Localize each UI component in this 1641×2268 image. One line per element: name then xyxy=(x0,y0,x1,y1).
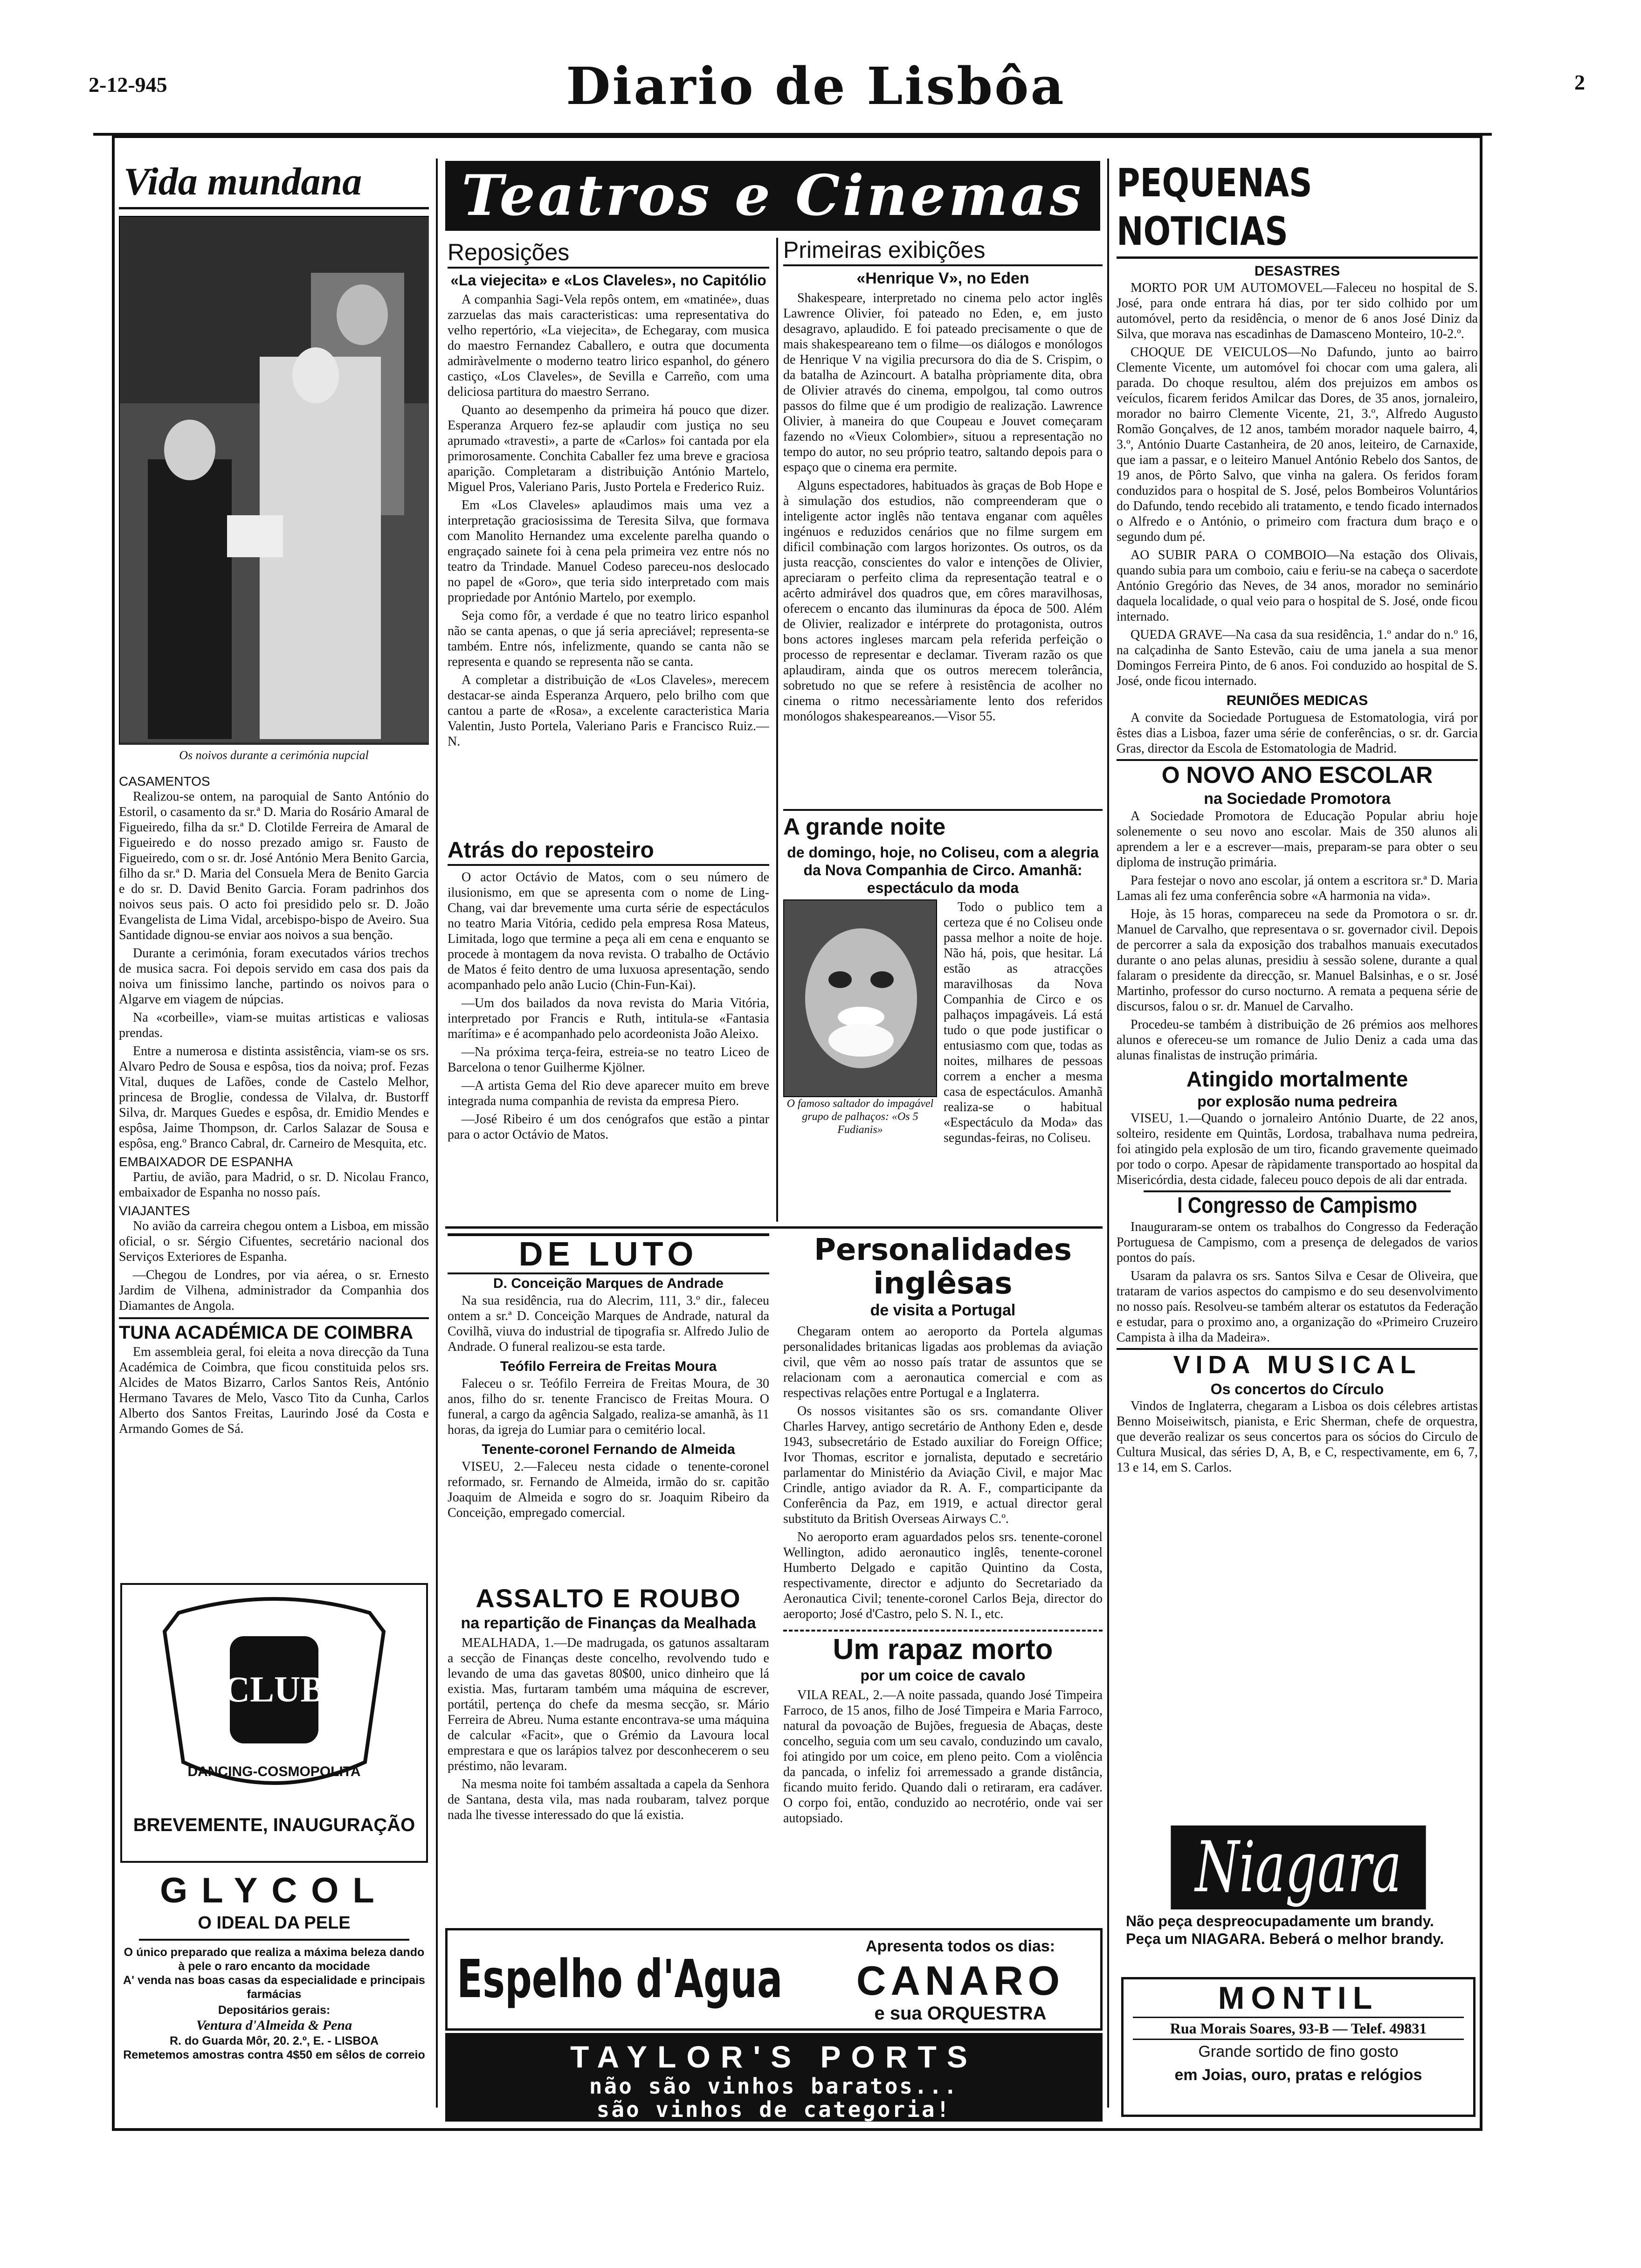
glycol-text: A' venda nas boas casas da especialidade e principais farmácias xyxy=(123,1974,425,2001)
article-paragraph: Usaram da palavra os srs. Santos Silva e Cesar de Oliveira, que trataram de varios aspectos do campismo e do seu desenvolvimento no nosso país. Resolveu-se também alterar os estatutos da Federação e estudar, para o proximo ano, a organização do «Primeiro Cruzeiro Campista à ilha da Madeira». xyxy=(1117,1269,1478,1345)
clown-photo xyxy=(783,899,937,1097)
glycol-text: Remetemos amostras contra 4$50 em sêlos de correio xyxy=(123,2048,425,2061)
article-paragraph: QUEDA GRAVE—Na casa da sua residência, 1.º andar do n.º 16, na calçadinha de Santo Estevão, caiu de uma janela a sua menor Domingos Ferreira Pinto, de 6 anos. Foi conduzido ao hospital de S. José, onde ficou internado. xyxy=(1117,628,1478,688)
article-paragraph: Shakespeare, interpretado no cinema pelo actor inglês Lawrence Olivier, foi pateado no Eden, e, em justo desagravo, aplaudido. E foi pateado precisamente o que de mais shakespeareano tem o filme—os diálogos e monólogos de Henrique V na vigilia precursora do dia de S. Crispim, o da batalha de Azincourt. A batalha pròpriamente dita, obra de Olivier através do cinema, empolgou, tal como outros passos do filme que é um prodigio de realização. Lawrence Olivier, à maneira do que Coupeau e Jouvet começaram fazendo no «Vieux Colombier», situou a representação no tempo do autor, no seu próprio teatro, saltando depois para o espaço que o cinema era permite. xyxy=(783,291,1103,475)
reposicoes-article xyxy=(448,238,769,830)
pequenas-column xyxy=(1117,159,1478,1814)
glycol-text: O único preparado que realiza a máxima beleza dando à pele o raro encanto da mocidade xyxy=(124,1946,425,1973)
desastres-heading: DESASTRES xyxy=(1254,263,1340,279)
issue-date: 2-12-945 xyxy=(89,73,167,97)
escolar-subheading: na Sociedade Promotora xyxy=(1204,790,1391,808)
personalidades-article xyxy=(783,1233,1103,1625)
article-paragraph: —José Ribeiro é um dos cenógrafos que estão a pintar para o actor Octávio de Matos. xyxy=(448,1112,769,1142)
article-paragraph: VILA REAL, 2.—A noite passada, quando José Timpeira Farroco, de 15 anos, filho de José Timpeira e Maria Farroco, natural da povoação de Bujões, freguesia de Abaças, deste concelho, seguia com um seu cavalo, conduzindo um cavalo, foi atingido por um coice, em pleno peito. Com a violência da pancada, o infeliz foi arremessado a grande distância, ficando muito ferido. Quando dali o retiraram, era cadáver. O corpo foi, então, conduzido ao necrotério, onde vai ser autopsiado. xyxy=(783,1688,1103,1825)
atingido-subheading: por explosão numa pedreira xyxy=(1197,1093,1397,1110)
casamentos-heading: CASAMENTOS xyxy=(119,774,210,788)
article-subheading: na repartição de Finanças da Mealhada xyxy=(461,1614,756,1632)
club-emblem xyxy=(123,1585,426,1809)
article-paragraph: —A artista Gema del Rio deve aparecer muito em breve integrada numa companhia de revista da empresa Piero. xyxy=(448,1079,769,1108)
niagara-logo: Niagara xyxy=(1171,1825,1426,1909)
espelho-pre: Apresenta todos os dias: xyxy=(865,1937,1055,1955)
article-subheading: Teófilo Ferreira de Freitas Moura xyxy=(500,1359,717,1374)
niagara-text: Não peça despreocupadamente um brandy. Peça um NIAGARA. Beberá o melhor brandy. xyxy=(1126,1913,1444,1947)
article-subheading: Tenente-coronel Fernando de Almeida xyxy=(482,1442,735,1457)
section-title: Vida mundana xyxy=(124,160,362,203)
article-paragraph: Procedeu-se também à distribuição de 26 prémios aos melhores alunos e ofereceu-se um romance de Julio Deniz a cada uma das alunas finalistas de instrução primária. xyxy=(1117,1017,1478,1063)
article-paragraph: Inauguraram-se ontem os trabalhos do Congresso da Federação Portuguesa de Campismo, com a presença de delegados de varios pontos do país. xyxy=(1117,1220,1478,1265)
wedding-photo-image xyxy=(120,217,428,742)
article-paragraph: A completar a distribuição de «Los Claveles», merecem destacar-se ainda Esperanza Arquero, pelo brilho com que cantou a parte de «Rosa», a excelente caracteristica Maria Valentin, Justo Portela, Valeriano Paris e Francisco Ruiz.—N. xyxy=(448,673,769,749)
article-paragraph: Os nossos visitantes são os srs. comandante Oliver Charles Harvey, antigo secretário de Anthony Eden e, desde 1943, subsecretário de Estado auxiliar do Foreign Office; Ivor Thomas, escritor e jornalista, deputado e secretário parlamentar do Ministério da Aviação Civil, e major Mac Crindle, antigo aviador da R. A. F., comparticipante da Conferência da Paz, em 1919, e actual director geral substituto da British Overseas Airways C.º. xyxy=(783,1404,1103,1526)
montil-text: Grande sortido de fino gosto xyxy=(1198,2043,1399,2061)
article-paragraph: Seja como fôr, a verdade é que no teatro lirico espanhol não se canta apenas, o que já seria apreciável; representa-se também. Entre nós, infelizmente, quando se canta não se representa e quando se representa não se canta. xyxy=(448,608,769,669)
article-paragraph: VISEU, 1.—Quando o jornaleiro António Duarte, de 22 anos, solteiro, residente em Quintãs, Lordosa, trabalhava numa pedreira, foi atingido pela explosão de um tiro, ficando gravemente queimado por todo o corpo. Apesar de ràpidamente transportado ao hospital da Misericórdia, desta cidade, faleceu pouco depois de ali dar entrada. xyxy=(1117,1111,1478,1187)
vida-musical-heading: VIDA MUSICAL xyxy=(1117,1348,1478,1380)
tuna-heading: TUNA ACADÉMICA DE COIMBRA xyxy=(119,1317,429,1344)
article-paragraph: —Um dos bailados da nova revista do Maria Vitória, interpretado por Francis e Ruth, intitula-se «Fantasia marítima» e é acompanhado pelo acordeonista João Aleixo. xyxy=(448,996,769,1041)
article-paragraph: Vindos de Inglaterra, chegaram a Lisboa os dois célebres artistas Benno Moiseiwitsch, pianista, e Eric Sherman, chefe de orquestra, que deverão realizar os seus concertos para os sócios do Circulo de Cultura Musical, das séries D, A, B, e C, respectivamente, em 6, 7, 13 e 14, em S. Carlos. xyxy=(1117,1399,1478,1475)
article-paragraph: Na sua residência, rua do Alecrim, 111, 3.º dir., faleceu ontem a sr.ª D. Conceição Marques de Andrade, natural da Covilhã, viuva do industrial de tipografia sr. Alfredo Julio de Andrade. O funeral realizou-se esta tarde. xyxy=(448,1293,769,1354)
montil-advertisement xyxy=(1121,1977,1476,2117)
article-paragraph: Realizou-se ontem, na paroquial de Santo António do Estoril, o casamento da sr.ª D. Maria do Rosário Amaral de Figueiredo, filha da sr.ª D. Clotilde Ferreira de Amaral de Figueiredo e do nosso prezado amigo sr. Fausto de Figueiredo, com o sr. dr. José António Mera Benito Garcia, filho da sr.ª D. Maria del Consuela Mera de Benito Garcia e do sr. D. David Benito Garcia. Foram padrinhos dos noivos seus pais. O acto foi presidido pelo sr. D. João Evangelista de Lima Vidal, arcebispo-bispo de Aveiro. Sua Santidade dignou-se enviar aos noivos a sua benção. xyxy=(119,789,429,942)
article-subheading: «Henrique V», no Eden xyxy=(856,270,1029,287)
page-number: 2 xyxy=(1574,70,1585,94)
article-subheading: D. Conceição Marques de Andrade xyxy=(493,1276,724,1291)
niagara-advertisement xyxy=(1121,1825,1476,1965)
club-word: CLUB xyxy=(223,1669,325,1709)
article-paragraph: A convite da Sociedade Portuguesa de Estomatologia, virá por êstes dias a Lisboa, fazer uma série de conferências, o sr. dr. Garcia Gras, director da Escola de Estomatologia de Madrid. xyxy=(1117,711,1478,756)
newspaper-title: Diario de Lisbôa xyxy=(566,56,1066,116)
taylor-line: TAYLOR'S PORTS xyxy=(570,2040,978,2074)
article-heading: Atrás do reposteiro xyxy=(448,837,769,866)
teatros-banner: Teatros e Cinemas xyxy=(445,161,1100,231)
article-heading: DE LUTO xyxy=(448,1233,769,1274)
article-paragraph: CHOQUE DE VEICULOS—No Dafundo, junto ao bairro Clemente Vicente, um automóvel foi chocar com uma galera, ali parada. Do choque resultou, além dos prejuizos em ambos os veículos, ficarem feridos Amilcar das Dores, de 35 anos, jornaleiro, morador no bairro Clemente Vicente, 21, 3.º, Alfredo Augusto Romão Gonçalves, de 12 anos, também morador naquele bairro, 4, 3.º, António Duarte Castanheira, de 20 anos, leiteiro, de Carnaxide, que iam a passar, e o leiteiro Manuel António Rebelo dos Santos, de 19 anos, de Pôrto Salvo, que vinha na galera. Os feridos foram conduzidos para o hospital de S. José, pelos Bombeiros Voluntários do Dafundo, tendo recebido ali tratamento, e tendo ficado internados o Alfredo e o António, o primeiro com fractura dum braço e o segundo dum pé. xyxy=(1117,345,1478,544)
vida-musical-subheading: Os concertos do Círculo xyxy=(1210,1381,1384,1397)
article-paragraph: Na «corbeille», viam-se muitas artisticas e valiosas prendas. xyxy=(119,1010,429,1040)
article-paragraph: A companhia Sagi-Vela repôs ontem, em «matinée», duas zarzuelas das mais caracteristicas: uma representativa do velho repertório, «La viejecita», de Echegaray, com musica do maestro Fernandez Caballero, e outra que documenta admiràvelmente o moderno teatro lirico espanhol, do género castiço, «Los Claveles», de Sevilla e Carreño, com uma deliciosa partitura do maestro Serrano. xyxy=(448,292,769,399)
article-paragraph: Todo o publico tem a certeza que é no Coliseu onde passa melhor a noite de hoje. Não há, pois, que hesitar. Lá estão as atracções maravilhosas da Nova Companhia de Circo e os palhaços impagáveis. Lá está tudo o que pode justificar o entusiasmo com que, todas as noites, milhares de pessoas correm a encher a mesma casa de espectáculos. Amanhã realiza-se o habitual «Espectáculo da Moda» das segundas-feiras, no Coliseu. xyxy=(944,900,1103,1145)
club-tagline: BREVEMENTE, INAUGURAÇÃO xyxy=(133,1815,415,1835)
article-paragraph: Entre a numerosa e distinta assistência, viam-se os srs. Alvaro Pedro de Sousa e espôsa, tios da noiva; prof. Fezas Vital, duques de Lafões, conde de Castelo Melhor, princesa de Broglie, condessa de Vilalva, dr. Bustorff Silva, dr. Marques Guedes e espôsa, dr. Emidio Mendes e espôsa, Jaime Thompson, dr. Carlos Salazar de Sousa e espôsa, eng.º Branco Cabral, dr. Carneiro de Mesquita, etc. xyxy=(119,1044,429,1151)
article-paragraph: —Na próxima terça-feira, estreia-se no teatro Liceo de Barcelona o tenor Guilherme Kjölner. xyxy=(448,1045,769,1075)
taylor-advertisement xyxy=(445,2033,1103,2122)
assalto-article xyxy=(448,1583,769,1928)
article-paragraph: Em «Los Claveles» aplaudimos mais uma vez a interpretação graciosissima de Teresita Silva, que formava com Manolito Hernandez uma excelente parelha quando o engraçado sainete foi à cena pela primeira vez entre nós no teatro da Trindade. Manuel Codeso pareceu-nos deslocado no papel de «Goro», que teria sido interpretado com mais propriedade por António Martelo, por exemplo. xyxy=(448,498,769,605)
embaixador-heading: EMBAIXADOR DE ESPANHA xyxy=(119,1155,293,1169)
photo-caption: Os noivos durante a cerimónia nupcial xyxy=(179,748,369,762)
article-paragraph: VISEU, 2.—Faleceu nesta cidade o tenente-coronel reformado, sr. Fernando de Almeida, irmão do sr. capitão Joaquim de Almeida e sogro do sr. Joaquim Ribeiro da Conceição, empregado comercial. xyxy=(448,1459,769,1520)
article-heading: ASSALTO E ROUBO xyxy=(476,1583,741,1613)
taylor-line: são vinhos de categoria! xyxy=(596,2097,952,2122)
montil-address: Rua Morais Soares, 93-B — Telef. 49831 xyxy=(1133,2017,1464,2040)
article-heading: A grande noite xyxy=(783,809,1103,841)
viajantes-heading: VIAJANTES xyxy=(119,1203,190,1218)
article-paragraph: Quanto ao desempenho da primeira há pouco que dizer. Esperanza Arquero fez-se aplaudir com justiça no seu aprumado «travesti», a parte de «Carlos» foi cantada por ela primorosamente. Conchita Caballer fez uma breve e graciosa aparição. Completaram a distribuição António Martelo, Miguel Pros, Valeriano Paris, Justo Portela e Frederico Ruiz. xyxy=(448,403,769,494)
club-advertisement xyxy=(120,1583,428,1863)
glycol-text: R. do Guarda Môr, 20. 2.º, E. - LISBOA xyxy=(169,2034,379,2047)
article-paragraph: Em assembleia geral, foi eleita a nova direcção da Tuna Académica de Coimbra, que ficou constituida pelos srs. Alcides de Matos Bizarro, Carlos Santos Reis, António Hermano Tavares de Melo, Vasco Tito da Cunha, Carlos Alberto dos Santos Freitas, Laurindo José da Costa e Armando Gomes de Sá. xyxy=(119,1345,429,1436)
espelho-advertisement xyxy=(445,1928,1103,2031)
grande-noite-article xyxy=(783,809,1103,1226)
espelho-name: Espelho d'Agua xyxy=(457,1949,783,2010)
article-paragraph: Para festejar o novo ano escolar, já ontem a escritora sr.ª D. Maria Lamas ali fez uma conferência sobre «A harmonia na vida». xyxy=(1117,873,1478,903)
montil-text: em Joias, ouro, pratas e relógios xyxy=(1174,2066,1422,2084)
taylor-line: não são vinhos baratos... xyxy=(589,2074,959,2099)
article-paragraph: Alguns espectadores, habituados às graças de Bob Hope e à simulação dos estudios, não compreenderam que o inteligente actor inglês não tentava enganar com aquêles ingénuos e reduzidos cenários que no filme surgem em dificil combinação com largos horizontes. Os outros, os da justa reacção, conscientes do valor e intenções de Olivier, apreciaram o perfeito clima da representação teatral e o acêrto admirável dos quadros que, em côres maravilhosas, oferecem o encanto das iluminuras da época de 500. Além de Olivier, realizador e intérprete do protagonista, outros bons actores ingleses marcam pela referida perfeição o processo de representar e declamar. Tiveram razão os que aplaudiram, ainda que os outros merecem tolerância, sobretudo no que se refere à resistência de acolher no cinema o ritmo necessàriamente lento dos referidos monólogos shakespeareanos.—Visor 55. xyxy=(783,478,1103,724)
glycol-text: Depositários gerais: xyxy=(218,2004,331,2017)
glycol-advertisement xyxy=(120,1870,428,2112)
article-paragraph: No avião da carreira chegou ontem a Lisboa, em missão oficial, o sr. Sérgio Cifuentes, secretário nacional dos Serviços Exteriores de Espanha. xyxy=(119,1219,429,1264)
article-paragraph: O actor Octávio de Matos, com o seu número de ilusionismo, em que se apresenta com o nome de Ling-Chang, vai dar brevemente uma curta série de espectáculos no teatro Maria Vitória, cedido pela empresa Rosa Mateus, Limitada, logo que termine a peça ali em cena e enquanto se procede à montagem da nova revista. O trabalho de Octávio de Matos é feito dentro de uma luxuosa apresentação, sendo acompanhado pelo anão Lucio (Chin-Fun-Kai). xyxy=(448,870,769,992)
divider xyxy=(119,207,429,209)
article-paragraph: Chegaram ontem ao aeroporto da Portela algumas personalidades britanicas ligadas aos problemas da aviação civil, que vêm ao nosso país tratar de assuntos que se relacionam com a aeronautica comercial e com as respectivas relações entre Portugal e a Inglaterra. xyxy=(783,1324,1103,1400)
article-paragraph: MORTO POR UM AUTOMOVEL—Faleceu no hospital de S. José, para onde entrara há dias, por ter sido colhido por um automóvel, perto da residência, o menor de 6 anos José Diniz da Silva, que morava nas escadinhas de Damasceno Monteiro, 10-2.º. xyxy=(1117,281,1478,341)
article-paragraph: MEALHADA, 1.—De madrugada, os gatunos assaltaram a secção de Finanças deste concelho, revolvendo tudo e levando de uma das gavetas 80$00, unico dinheiro que lá existia. Mas, furtaram também uma máquina de escrever, portátil, pertença do chefe da mesma secção, sr. Mário Ferreira de Abreu. Numa estante encontrava-se uma máquina de calcular «Facit», que o Grémio da Lavoura local emprestara e que os larápios talvez por desconhecerem o seu préstimo, não levaram. xyxy=(448,1636,769,1773)
article-paragraph: Durante a cerimónia, foram executados vários trechos de musica sacra. Foi depois servido em casa dos pais da noiva um finissimo lanche, partindo os noivos para o Algarve em viagem de núpcias. xyxy=(119,946,429,1007)
article-subheading: «La viejecita» e «Los Claveles», no Capitólio xyxy=(450,272,766,289)
glycol-text: Ventura d'Almeida & Pena xyxy=(196,2018,352,2033)
article-paragraph: AO SUBIR PARA O COMBOIO—Na estação dos Olivais, quando subia para um comboio, caiu e feriu-se na cabeça o sacerdote António Gregório das Neves, de 34 anos, morador no seminário daquela localidade, o qual veio para o hospital de S. José, onde ficou internado. xyxy=(1117,548,1478,624)
article-subheading: de domingo, hoje, no Coliseu, com a alegria da Nova Companhia de Circo. Amanhã: espectáculo da moda xyxy=(787,844,1099,896)
article-paragraph: Faleceu o sr. Teófilo Ferreira de Freitas Moura, de 30 anos, filho do sr. tenente Francisco de Freitas Moura. O funeral, a cargo da agência Salgado, realiza-se amanhã, às 11 horas, da igreja do Lumiar para o cemitério local. xyxy=(448,1376,769,1437)
montil-name: MONTIL xyxy=(1218,1980,1379,2016)
photo-caption: O famoso saltador do impagável grupo de palhaços: «Os 5 Fudianis» xyxy=(786,1098,934,1136)
espelho-act: CANARO xyxy=(856,1957,1065,2004)
article-paragraph: Na mesma noite foi também assaltada a capela da Senhora de Santana, desta vila, mas nada roubaram, talvez porque nada lhe tivesse interessado do que lá existia. xyxy=(448,1777,769,1822)
atingido-heading: Atingido mortalmente xyxy=(1186,1067,1408,1091)
section-divider xyxy=(445,1226,1103,1229)
article-paragraph: Partiu, de avião, para Madrid, o sr. D. Nicolau Franco, embaixador de Espanha no nosso país. xyxy=(119,1170,429,1200)
column-divider xyxy=(436,159,438,2108)
article-heading: Primeiras exibições xyxy=(783,235,1103,266)
section-title: PEQUENAS NOTICIAS xyxy=(1117,160,1312,254)
article-heading: Personalidades inglêsas xyxy=(814,1233,1072,1301)
column-divider xyxy=(1107,159,1109,2108)
campismo-heading: I Congresso de Campismo xyxy=(1144,1190,1451,1219)
primeiras-article xyxy=(783,235,1103,807)
article-paragraph: A Sociedade Promotora de Educação Popular abriu hoje solenemente o seu novo ano escolar. Mais de 350 alunos ali aprendem a ler e a escrever—mais, preparam-se para obter o seu diploma de instrução primária. xyxy=(1117,809,1478,870)
escolar-heading: O NOVO ANO ESCOLAR xyxy=(1117,759,1478,789)
article-subheading: por um coice de cavalo xyxy=(860,1667,1026,1684)
espelho-post: e sua ORQUESTRA xyxy=(874,2003,1047,2024)
rapaz-article xyxy=(783,1630,1103,1928)
luto-article xyxy=(448,1233,769,1583)
article-paragraph: Hoje, às 15 horas, compareceu na sede da Promotora o sr. dr. Manuel de Carvalho, que representava o sr. governador civil. Depois de percorrer a sala da exposição dos trabalhos manuais executados durante o ano pelas alunas, presidiu à sessão solene, durante a qual falaram o presidente da direcção, sr. Manuel Balsinhas, e o sr. José Martinho, professor do curso nocturno. A remata a pequena série de discursos, falou o sr. dr. Manuel de Carvalho. xyxy=(1117,907,1478,1014)
glycol-tagline: O IDEAL DA PELE xyxy=(198,1913,351,1933)
club-sub: DANCING-COSMOPOLITA xyxy=(187,1764,361,1779)
glycol-name: GLYCOL xyxy=(160,1871,388,1910)
wedding-photo xyxy=(119,216,429,745)
article-heading: Um rapaz morto xyxy=(783,1630,1103,1666)
article-heading: Reposições xyxy=(448,238,769,269)
article-paragraph: —Chegou de Londres, por via aérea, o sr. Ernesto Jardim de Vilhena, administrador da Companhia dos Diamantes de Angola. xyxy=(119,1268,429,1313)
reunioes-heading: REUNIÕES MEDICAS xyxy=(1226,693,1368,708)
article-subheading: de visita a Portugal xyxy=(870,1301,1016,1319)
article-paragraph: No aeroporto eram aguardados pelos srs. tenente-coronel Wellington, adido aeronautico inglês, tenente-coronel Humberto Delgado e capitão Quintino da Costa, respectivamente, director e adjunto do Secretariado da Aeronautica Civil; tenente-coronel Carlos Beja, director do aeroporto; José d'Castro, pelo S. N. I., etc. xyxy=(783,1530,1103,1621)
atras-article xyxy=(448,837,769,1222)
column-divider xyxy=(776,238,778,1222)
